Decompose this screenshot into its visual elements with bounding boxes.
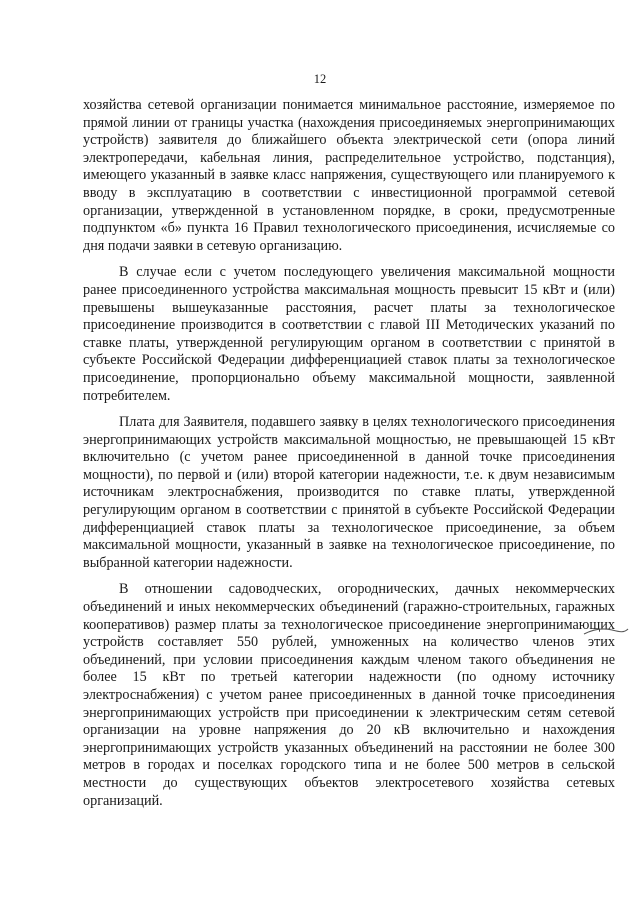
paragraph-2: В случае если с учетом последующего увеличения максимальной мощности ранее присоединенного устройства максимальная мощность превысит 15 кВт и (или) превышены вышеуказанные расстояния, расчет платы за технологическое присоединение производится в соответствии с главой III Методических указаний по ставке платы, утвержденной регулирующим органом в соответствии с принятой в субъекте Российской Федерации дифференциацией ставок платы за технологическое присоединение, пропорционально объему максимальной мощности, заявленной потребителем. (83, 264, 615, 404)
document-body (83, 97, 615, 810)
paragraph-4: В отношении садоводческих, огороднических, дачных некоммерческих объединений и иных некоммерческих объединений (гаражно-строительных, гаражных кооперативов) размер платы за технологическое присоединение энергопринимающих устройств составляет 550 рублей, умноженных на количество членов этих объединений, при условии присоединения каждым членом такого объединения не более 15 кВт по третьей категории надежности (по одному источнику электроснабжения) с учетом ранее присоединенных в данной точке присоединения энергопринимающих устройств при присоединении к электрическим сетям сетевой организации на уровне напряжения до 20 кВ включительно и нахождения энергопринимающих устройств указанных объединений на расстоянии не более 300 метров в городах и поселках городского типа и не более 500 метров в сельской местности до существующих объектов электросетевого хозяйства сетевых организаций. (83, 581, 615, 809)
paragraph-3: Плата для Заявителя, подавшего заявку в целях технологического присоединения энергопринимающих устройств максимальной мощностью, не превышающей 15 кВт включительно (с учетом ранее присоединенной в данной точке присоединения мощности), по первой и (или) второй категории надежности, т.е. к двум независимым источникам электроснабжения, производится по ставке платы, утвержденной регулирующим органом в соответствии с принятой в субъекте Российской Федерации дифференциацией ставок платы за технологическое присоединение, за объем максимальной мощности, указанный в заявке на технологическое присоединение, по выбранной категории надежности. (83, 414, 615, 571)
pen-mark-icon (582, 625, 630, 637)
paragraph-1: хозяйства сетевой организации понимается минимальное расстояние, измеряемое по прямой линии от границы участка (нахождения присоединяемых энергопринимающих устройств) заявителя до ближайшего объекта электрической сети (опора линий электропередачи, кабельная линия, распределительное устройство, подстанция), имеющего указанный в заявке класс напряжения, существующего или планируемого к вводу в эксплуатацию в соответствии с инвестиционной программой сетевой организации, утвержденной в установленном порядке, в сроки, предусмотренные подпунктом «б» пункта 16 Правил технологического присоединения, исчисляемые со дня подачи заявки в сетевую организацию. (83, 97, 615, 254)
page-number: 12 (313, 72, 327, 86)
